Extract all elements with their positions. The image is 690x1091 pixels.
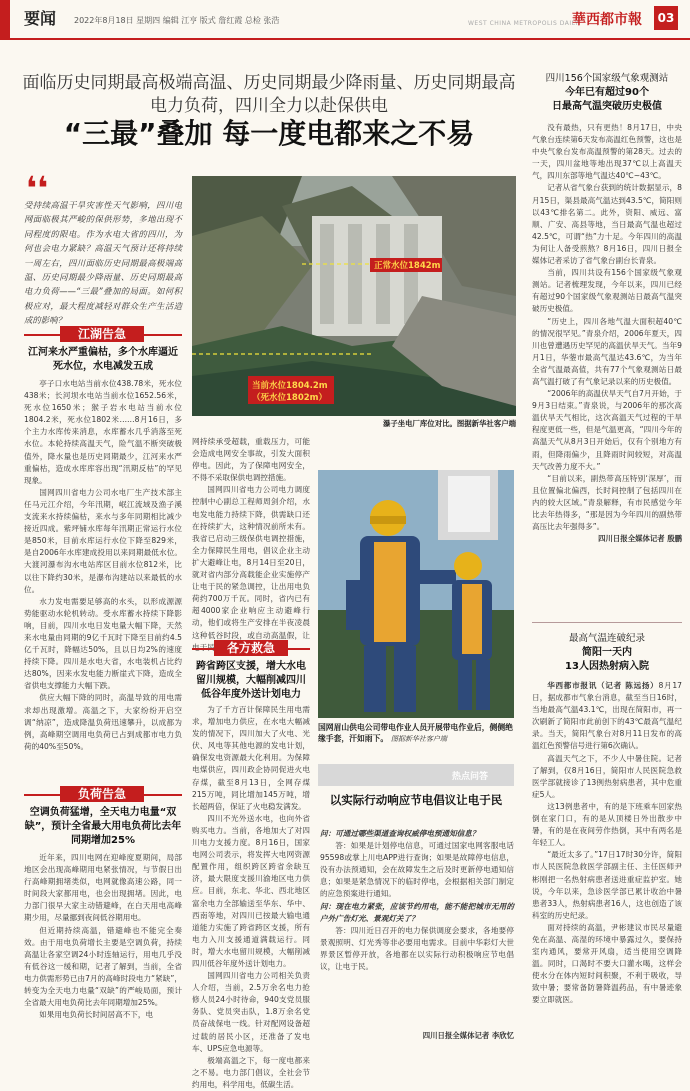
hotline-answer: 答：如果是计划停电信息，可通过国家电网客服电话95598或掌上川电APP进行查询；如果是故障停电信息，没有办法预通知，会在故障发生之后及时更新停电通知信息；如果是紧急情况下的临时停电，会根据相关部门制定的应急预案进行通知。 bbox=[320, 841, 514, 899]
right2-title-line3: 13人因热射病入院 bbox=[565, 661, 649, 672]
column2-paragraph: 国网四川省电力公司电力调度控制中心副总工程师周剑介绍，水电发电能力持续下降，供需缺口还在持续扩大，这种情况前所未有。我省已启动三级保供电调控措施，全力保障民生用电，倡议企业主动扩大避峰让电，8月14日至20日，就对省内部分高载能企业实施停产让电于民的紧急调控，让出用电负荷约700万千瓦。同时，省内已有超4000家企业响应主动避峰行动，他们或将生产安排在半夜凌晨这种低谷时段，或自动高温假，让 bbox=[192, 485, 310, 640]
right1-paragraph: “2006年的高温伏旱天气自7月开始，于9月3日结束。”青泉说，与2006年的那次高温伏旱天气相比，这次高温天气过程的干旱程度更低一些，但是气温更高，“四川今年的高温天气从8月3日开始后，仅有个别地方有雨，但降雨偏少，且降雨时间较短，对高温天气改善力度不大。” bbox=[532, 389, 682, 471]
column2-top-body bbox=[192, 436, 310, 654]
hotline-headline: 以实际行动响应节电倡议让电于民 bbox=[329, 793, 503, 807]
current-level-label: 当前水位1804.2m bbox=[252, 381, 328, 391]
section2-tag: 负荷告急 bbox=[60, 786, 144, 802]
right2-paragraph: 面对持续的高温，尹彬建议市民尽量避免在高温、高湿的环境中暴露过久，要保持室内通风，要常开风扇，适当使用空调降温。同时，口渴时不要大口灌水喝，这样会使水分在体内短时间积聚，不利于吸收，导致中暑；要常备防暑降温药品，有中暑迹象要立即就医。 bbox=[532, 922, 682, 1005]
section3-tag: 各方救急 bbox=[214, 640, 288, 656]
section1-paragraph: 水力发电需要足够高的水头，以形成源源势能驱动水轮机转动。受水库蓄水持续下降影响，目前，四川水电日发电量大幅下降，天然来水电量由同期的9亿千瓦时下降至目前约4.5亿千瓦时，降幅达50%，且以日均2%的速度持续下降。四川是水电大省，水电装机占比约达80%，因来水发电能力断崖式下降，造成全省供电支撑能力大幅下跌。 bbox=[24, 596, 182, 691]
right-divider bbox=[532, 622, 682, 623]
right2-first-paragraph: 8月17日，据成都市气象台消息，截至当日16时，当地最高气温43.1℃，出现在简阳市，再一次刷新了简阳市此前创下的43℃最高气温纪录。当天，简阳气象台对8月11日发布的高温红色预警信号进行第6次确认。 bbox=[532, 681, 682, 751]
right1-paragraph: “历史上，四川各地气温大面积超40℃的情况很罕见。”青泉介绍，2006年夏天，四川也曾遭遇历史罕见的高温伏旱天气。当年9月1日，华蓥市最高气温达43.6℃，为当年全省气温最高值，共有77个气象观测站日最高气温打破了有气象记录以来的历史极值。 bbox=[532, 316, 682, 386]
section2-subhead: 空调负荷猛增，全天电力电量“双缺”，预计全省最大用电负荷比去年同期增加25% bbox=[24, 807, 182, 846]
section2-body bbox=[24, 852, 182, 1021]
reservoir-photo bbox=[192, 176, 516, 416]
normal-level-label: 正常水位1842m bbox=[374, 261, 441, 271]
right1-title-line2: 今年已有超过90个 bbox=[565, 87, 649, 98]
quote-mark-icon: ❛❛ bbox=[26, 169, 49, 207]
section2-paragraph: 如果用电负荷长时间居高不下，电 bbox=[39, 1010, 154, 1020]
column2-paragraph: 网持续承受超载，重载压力，可能会造成电网安全事故，引发大面积停电。因此，为了保障电网安全，不得不采取保供电调控措施。 bbox=[192, 437, 310, 483]
section1-subhead: 江河来水严重偏枯，多个水库逼近死水位，水电减发五成 bbox=[28, 347, 178, 372]
workers-photo bbox=[318, 470, 514, 718]
section3-body bbox=[192, 704, 310, 1091]
section1-paragraph: 供应大幅下降的同时，高温导致的用电需求却出现激增。高温之下，大家纷纷开启空调“纳凉”，造成降温负荷迅速攀升，以成都为例，高峰期空调用电负荷已占到成都市电力负荷的40%至50%。 bbox=[24, 693, 182, 751]
right1-body bbox=[532, 122, 682, 533]
section1-body bbox=[24, 378, 182, 753]
hotline-label: 热点问答 bbox=[452, 772, 489, 782]
right1-paragraph: 没有最热，只有更热！8月17日，中央气象台连续第6天发布高温红色预警，这也是中央气象台发布高温预警的第28天。过去的一天，四川盆地等地出现37℃以上高温天气，四川东部等地气温达40℃~43℃。 bbox=[532, 123, 682, 181]
right2-paragraph bbox=[532, 680, 682, 753]
reservoir-illustration bbox=[192, 176, 516, 416]
section2-paragraph: 但近期持续高温，错避峰也不能完全奏效。由于用电负荷增长主要是空调负荷，持续高温让各家空调24小时连轴运行，用电几乎没有低谷这一缓和期，记者了解到，当前，全省电力供需形势已由7月的高峰时段电力“紧缺”，转变为全天电力电量“双缺”的严峻局面，预计全省最大用电负荷比去年同期增加25%。 bbox=[24, 925, 182, 1008]
section1-paragraph: 亭子口水电站当前水位438.78米，死水位438米；长河坝水电站当前水位1652.56米，死水位1650米；猴子岩水电站当前水位1804.2米，死水位1802米……8月16日，多个主力水库传来消息，水库蓄水几乎消落至死水位。本轮持续高温天气，险气温不断突破极值外，降水量也是历史同期最少，江河来水严重偏枯，造成水库库容出现“汛期反枯”的罕见现象。 bbox=[24, 379, 182, 485]
right1-author: 四川日报全媒体记者 殷鹏 bbox=[598, 534, 682, 544]
section3-paragraph: 四川不光外送水电，也向外省购买电力。当前，各地加大了对四川电力支援力度。8月16日，国家电网公司表示，将发挥大电网资源配置作用，组织跨区跨省余缺互济，最大限度支援川渝地区电力供应。目前，东北、华北、西北地区富余电力全部输送至华东、华中、西南等地，对四川已按最大输电通道能力实施了跨省跨区支援，所有电力入川支援通道满载运行。同时，增大水电留川规模，大幅削减四川低谷年度外送计划电力。 bbox=[192, 813, 310, 968]
workers-caption-credit: 图据新华社客户端 bbox=[390, 735, 447, 743]
right1-title-line3: 日最高气温突破历史极值 bbox=[552, 101, 662, 112]
section3-paragraph: 极端高温之下，每一度电都来之不易。电力部门倡议，全社会节约用电，科学用电，低碳生活。 bbox=[192, 1055, 310, 1089]
hotline-question: 问：现在电力紧张，应该节约用电，能不能把城市无用的户外广告灯光、景观灯关了？ bbox=[320, 901, 514, 923]
paper-logo: 華西都市報 bbox=[572, 12, 642, 28]
paper-english-name: WEST CHINA METROPOLIS DAILY bbox=[468, 20, 579, 27]
right-article1 bbox=[532, 72, 682, 544]
right-article2 bbox=[532, 632, 682, 1007]
workers-illustration bbox=[318, 470, 514, 718]
page-number: 03 bbox=[654, 6, 678, 30]
main-headline: “三最”叠加 每一度电都来之不易 bbox=[63, 117, 475, 150]
section3-subhead: 跨省跨区支援，增大水电留川规模，大幅削减四川低谷年度外送计划电力 bbox=[196, 661, 306, 700]
right1-paragraph: 记者从省气象台获到的统计数据显示，8月15日，渠县最高气温达到43.5℃，简阳则以43℃排名第二。此外，资阳、威远、富顺、广安、高县等地，当日最高气温也超过42.5℃，可谓“热”力十足。今年四川的高温为何让人备受煎熬？8月16日，四川日报全媒体记者采访了省气象台副台长青泉。 bbox=[532, 183, 682, 266]
hotline-body bbox=[320, 828, 514, 973]
hotline-author: 四川日报全媒体记者 李欣忆 bbox=[422, 1031, 514, 1040]
hotline-answer: 答：四川近日召开的电力保供调度会要求，各地要停景观照明、灯光秀等非必要用电需求。目前中华彩灯大世界景区暂停开放，各地都在以实际行动积极响应节电倡议，让电于民。 bbox=[320, 925, 514, 972]
right2-body bbox=[532, 680, 682, 1007]
right2-paragraph: 高温天气之下，不少人中暑住院。记者了解到，仅8月16日，简阳市人民医院急救医学部就接诊了13例热射病患者，其中危重症5人。 bbox=[532, 753, 682, 799]
right2-title-line1: 最高气温连破纪录 bbox=[568, 633, 645, 644]
section1-tag: 江湖告急 bbox=[60, 326, 144, 342]
right2-paragraph: “最近太多了。”17日17时30分许，简阳市人民医院急救医学部副主任、主任医师尹彬刚把一名热射病患者送进重症监护室。她说，今年以来，急诊医学部已累计收治中暑患者33人，热射病患者16人，这也创造了该科室的历史纪录。 bbox=[532, 850, 682, 920]
right2-title-line2: 简阳一天内 bbox=[582, 647, 632, 658]
hotline-banner bbox=[318, 764, 514, 786]
dead-level-label: （死水位1802m） bbox=[252, 393, 328, 403]
right1-paragraph: 当前，四川共设有156个国家级气象观测站。记者梳理发现，今年以来，四川已经有超过90个国家级气象观测站日最高气温突破历史极值。 bbox=[532, 268, 682, 314]
section2-paragraph: 近年来，四川电网在迎峰度夏期间，局部地区会出现高峰期用电紧张情况，与节假日出行高峰期拥堵类似，电网就像高速公路，同一时间段大家都用电，也会出现拥堵。因此，电力部门很早大家主动错避峰，在白天用电高峰期少用，尽量挪到夜间低谷期用电。 bbox=[24, 853, 182, 923]
right1-title-line1: 四川156个国家级气象观测站 bbox=[545, 73, 669, 84]
workers-caption-text: 国网眉山供电公司带电作业人员开展带电作业后，侧侧绝缘手套，汗如雨下。 bbox=[318, 723, 513, 743]
reservoir-caption: 瀑子坐电厂库位对比。图据新华社客户端 bbox=[382, 419, 516, 428]
issue-meta: 2022年8月18日 星期四 编辑 江亨 版式 詹红霞 总检 张浩 bbox=[74, 16, 280, 25]
right2-paragraph: 这13例患者中，有的是下班乘车回家热倒在家门口，有的是从顶楼日外出散步中暑，有的是在夜间劳作热倒，其中有两名是年轻工人。 bbox=[532, 801, 682, 848]
right1-paragraph: “目前以来，副热带高压特别‘深厚’，而且位置偏北偏西，长时间控制了包括四川在内的较大区域。”青泉解释，有市民感觉今年比去年热得多，“那是因为今年四川的副热带高压比去年强得多”。 bbox=[532, 473, 682, 532]
workers-caption bbox=[318, 722, 514, 745]
lead-title: 面临历史同期最高极端高温、历史同期最少降雨量、历史同期最高电力负荷，四川全力以赴保供电 bbox=[22, 73, 516, 116]
section3-paragraph: 为了千方百计保障民生用电需求，增加电力供应，在水电大幅减发的情况下，四川加大了火电、光伏、风电等其他电源的发电计划，确保发电资源最大化利用。为保障电煤供应，四川政企协同促进火电存煤，截至8月13日，全网存煤215万吨，同比增加145万吨，增长超两倍，保证了火电稳发满发。 bbox=[192, 705, 310, 811]
intro-text: 受持续高温干旱灾害性天气影响，四川电网面临极其严峻的保供形势，多地出现不同程度的限电。作为水电大省的四川，为何也会电力紧缺？高温天气预计还将持续一周左右，四川面临历史同期最高极端高温、历史同期最少降雨量、历史同期最高电力负荷——“三最”叠加的局面。如何积极应对，最大程度减轻对群众生产生活造成的影响？ bbox=[24, 200, 182, 326]
section1-paragraph: 国网四川省电力公司水电厂生产技术部主任马元江介绍，今年汛期，岷江流域及渔子溪支流来水持续偏枯，来水与多年同期相比减少接近四成。紫坪铺水库每年汛期正常运行水位是850米，目前水库运行水位下降至829米，是自2006年水库建成投用以来同期最低水位。大渡河瀑布沟水电站库区目前水位812米，比以往下降约30米，是瀑布沟建站以来最低的水位。 bbox=[24, 487, 182, 594]
section3-paragraph: 国网四川省电力公司相关负责人介绍，当前，2.5万余名电力抢修人员24小时待命，940支党员服务队、党员突击队，1.8万余名党员奋战保电一线。针对配网设备超过载的居民小区，还准备了发电车、UPS应急电源等。 bbox=[192, 971, 310, 1053]
hotline-question: 问：可通过哪些渠道查询权威停电预通知信息？ bbox=[320, 829, 480, 838]
section-color-bar bbox=[0, 0, 10, 38]
section-name: 要闻 bbox=[24, 9, 57, 28]
page-header bbox=[0, 0, 690, 40]
right2-lead: 华西都市报讯（记者 陈远扬） bbox=[547, 681, 659, 690]
